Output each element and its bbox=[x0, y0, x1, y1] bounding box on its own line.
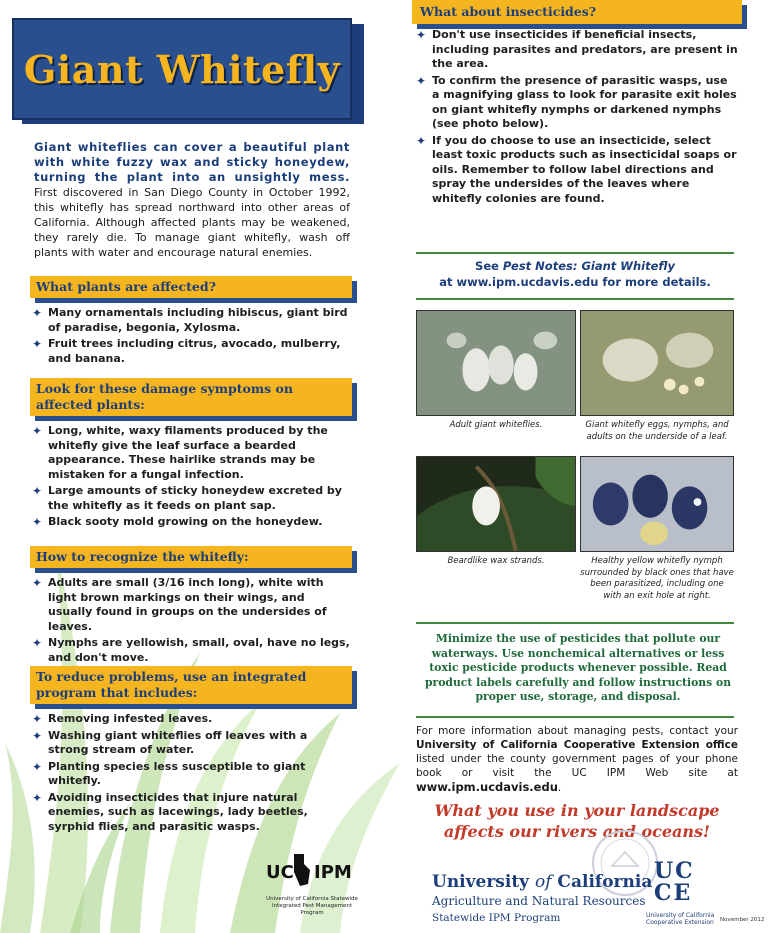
divider bbox=[416, 298, 734, 300]
star-bullet-icon: ✦ bbox=[32, 306, 43, 320]
star-bullet-icon: ✦ bbox=[416, 73, 427, 88]
ipm-logo-subtitle: University of California Statewide Integrated Pest Management Program bbox=[266, 896, 358, 916]
anr-division: Agriculture and Natural Resources bbox=[432, 894, 646, 908]
star-bullet-icon: ✦ bbox=[32, 424, 43, 438]
intro-body: First discovered in San Diego County in October 1992, this whitefly has spread northward into other areas of California. Although affected plants may be weakened, they rarely die. To manage giant whitefly, wash off plants with water and encourage natural enemies. bbox=[34, 186, 350, 259]
uc-name: University of California bbox=[432, 872, 653, 892]
intro-lead: Giant whiteflies can cover a beautiful plant with white fuzzy wax and sticky honeydew, turning the plant into an unsightly mess. bbox=[34, 140, 350, 184]
star-bullet-icon: ✦ bbox=[32, 484, 43, 498]
publication-date: November 2012 bbox=[720, 917, 765, 923]
logo-uc-text: UC bbox=[266, 862, 294, 883]
star-bullet-icon: ✦ bbox=[32, 515, 43, 529]
star-bullet-icon: ✦ bbox=[416, 28, 427, 42]
list-item: ✦ Don't use insecticides if beneficial insects, including parasites and predators, are present in the area. bbox=[416, 28, 738, 70]
photo-caption: Giant whitefly eggs, nymphs, and adults on the underside of a leaf. bbox=[585, 420, 729, 442]
ipm-website-link[interactable]: www.ipm.ucdavis.edu bbox=[416, 780, 558, 794]
symptoms-heading: Look for these damage symptoms on affected plants: bbox=[30, 378, 352, 416]
pest-notes-reference: See Pest Notes: Giant Whitefly at www.ipm.ucdavis.edu for more details. bbox=[439, 259, 711, 289]
symptoms-list bbox=[30, 424, 350, 532]
insecticides-list bbox=[414, 28, 738, 208]
photo-caption: Beardlike wax strands. bbox=[447, 556, 545, 566]
recognize-list bbox=[30, 576, 350, 667]
star-bullet-icon: ✦ bbox=[32, 712, 43, 726]
ipm-list bbox=[30, 712, 350, 836]
star-bullet-icon: ✦ bbox=[32, 759, 43, 774]
list-item: ✦ Black sooty mold growing on the honeydew. bbox=[32, 515, 323, 529]
title-banner bbox=[12, 18, 352, 120]
divider bbox=[416, 622, 734, 624]
list-item: ✦ Many ornamentals including hibiscus, giant bird of paradise, begonia, Xylosma. bbox=[32, 306, 348, 334]
photo-parasitized-nymphs bbox=[580, 456, 734, 552]
logo-ipm-text: IPM bbox=[314, 862, 352, 883]
tagline: What you use in your landscape affects our rivers and oceans! bbox=[434, 801, 720, 841]
list-item: ✦ Washing giant whiteflies off leaves with a strong stream of water. bbox=[32, 728, 308, 756]
pest-notes-title: Pest Notes: Giant Whitefly bbox=[502, 259, 675, 273]
list-item: ✦ Planting species less susceptible to giant whitefly. bbox=[32, 759, 306, 787]
recognize-heading: How to recognize the whitefly: bbox=[30, 546, 352, 568]
list-item: ✦ Long, white, waxy filaments produced by the whitefly give the leaf surface a bearded appearance. These hairlike strands may be mistaken for a fungal infection. bbox=[32, 424, 328, 481]
pest-notes-link[interactable]: www.ipm.ucdavis.edu bbox=[456, 275, 599, 289]
star-bullet-icon: ✦ bbox=[32, 636, 43, 650]
plants-heading: What plants are affected? bbox=[30, 276, 352, 298]
intro-paragraph bbox=[34, 140, 350, 260]
pesticide-notice: Minimize the use of pesticides that pollute our waterways. Use nonchemical alternatives or less toxic pesticide products whenever possible. Read product labels carefully and follow instructions on proper use, storage, and disposal. bbox=[424, 632, 732, 703]
list-item: ✦ Nymphs are yellowish, small, oval, have no legs, and don't move. bbox=[32, 636, 350, 664]
star-bullet-icon: ✦ bbox=[32, 790, 43, 805]
extension-office: University of California Cooperative Extension office bbox=[416, 739, 738, 751]
insecticides-heading: What about insecticides? bbox=[412, 0, 742, 24]
list-item: ✦ If you do choose to use an insecticide, select least toxic products such as insecticidal soaps or oils. Remember to follow label directions and spray the undersides of the leaves where whitefly colonies are found. bbox=[416, 133, 737, 205]
list-item: ✦ To confirm the presence of parasitic wasps, use a magnifying glass to look for parasite exit holes on giant whitefly nymphs or darkened nymphs (see photo below). bbox=[416, 73, 737, 130]
photo-adult-whiteflies bbox=[416, 310, 576, 416]
more-info-paragraph: For more information about managing pests, contact your University of California Cooperative Extension office listed under the county government pages of your phone book or visit the UC IPM Web site at www.ipm.ucdavis.edu. bbox=[416, 725, 738, 794]
uc-ipm-logo bbox=[264, 850, 360, 890]
list-item: ✦ Avoiding insecticides that injure natural enemies, such as lacewings, lady beetles, syrphid flies, and parasitic wasps. bbox=[32, 790, 308, 833]
page-title: Giant Whitefly bbox=[23, 46, 341, 92]
ucce-subtitle: University of California Cooperative Extension bbox=[646, 912, 715, 926]
star-bullet-icon: ✦ bbox=[32, 576, 43, 590]
ipm-heading: To reduce problems, use an integrated program that includes: bbox=[30, 666, 352, 704]
list-item: ✦ Large amounts of sticky honeydew excreted by the whitefly as it feeds on plant sap. bbox=[32, 484, 342, 512]
star-bullet-icon: ✦ bbox=[416, 133, 427, 148]
list-item: ✦ Removing infested leaves. bbox=[32, 712, 213, 726]
photo-wax-strands bbox=[416, 456, 576, 552]
list-item: ✦ Fruit trees including citrus, avocado, mulberry, and banana. bbox=[32, 337, 341, 365]
divider bbox=[416, 716, 734, 718]
photo-caption: Healthy yellow whitefly nymph surrounded by black ones that have been parasitized, including one with an exit hole at right. bbox=[580, 556, 734, 601]
ucce-logo: UC CE bbox=[654, 858, 695, 906]
plants-list bbox=[30, 306, 350, 368]
statewide-ipm-program: Statewide IPM Program bbox=[432, 912, 561, 924]
list-item: ✦ Adults are small (3/16 inch long), white with light brown markings on their wings, and usually found in groups on the undersides of leaves. bbox=[32, 576, 327, 633]
photo-eggs-nymphs bbox=[580, 310, 734, 416]
california-map-icon bbox=[294, 854, 310, 886]
divider bbox=[416, 252, 734, 254]
star-bullet-icon: ✦ bbox=[32, 728, 43, 743]
photo-caption: Adult giant whiteflies. bbox=[449, 420, 543, 430]
star-bullet-icon: ✦ bbox=[32, 337, 43, 351]
